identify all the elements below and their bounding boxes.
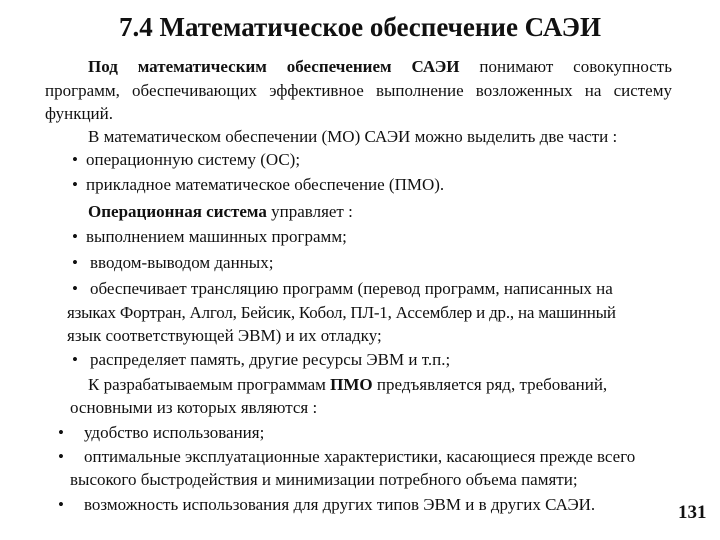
list-item: удобство использования; [84, 423, 265, 442]
page-title: 7.4 Математическое обеспечение САЭИ [119, 12, 601, 42]
pmo-lead-text: К разрабатываемым программам [88, 375, 331, 394]
list-item: распределяет память, другие ресурсы ЭВМ и т.п.; [90, 350, 451, 369]
pmo-lead-text: предъявляется ряд, требований, [372, 375, 608, 394]
os-lead [88, 201, 353, 223]
bullet-icon: • [72, 175, 78, 194]
list-item: прикладное математическое обеспечение (ПМО). [86, 175, 445, 194]
os-lead-text: управляет : [266, 202, 353, 221]
bullet-icon: • [72, 253, 78, 272]
bullet-icon: • [58, 423, 64, 442]
list-item-continued: язык соответствующей ЭВМ) и их отладку; [67, 326, 382, 345]
intro-paragraph [45, 55, 672, 126]
page-number: 131 [678, 502, 707, 523]
mo-lead: В математическом обеспечении (МО) САЭИ можно выделить две части : [88, 127, 618, 146]
os-lead-bold: Операционная система [88, 202, 267, 221]
intro-bold: Под математическим обеспечением САЭИ [88, 57, 460, 76]
bullet-icon: • [58, 447, 64, 466]
pmo-lead-line2: основными из которых являются : [70, 398, 318, 417]
pmo-lead [88, 374, 607, 396]
list-item: оптимальные эксплуатационные характеристики, касающиеся прежде всего [84, 447, 636, 466]
list-item: обеспечивает трансляцию программ (перевод программ, написанных на [90, 279, 613, 298]
intro-text: понимают совокупность программ, обеспечивающих эффективное выполнение возложенных на систему функций. [45, 57, 672, 123]
pmo-lead-bold: ПМО [330, 375, 373, 394]
bullet-icon: • [58, 495, 64, 514]
list-item: выполнением машинных программ; [86, 227, 347, 246]
bullet-icon: • [72, 350, 78, 369]
bullet-icon: • [72, 227, 78, 246]
list-item: вводом-выводом данных; [90, 253, 274, 272]
list-item: операционную систему (ОС); [86, 150, 301, 169]
list-item-continued: высокого быстродействия и минимизации потребного объема памяти; [70, 470, 578, 489]
list-item: возможность использования для других типов ЭВМ и в других САЭИ. [84, 495, 596, 514]
list-item-continued: языках Фортран, Алгол, Бейсик, Кобол, ПЛ-1, Ассемблер и др., на машинный [67, 303, 616, 322]
bullet-icon: • [72, 150, 78, 169]
bullet-icon: • [72, 279, 78, 298]
